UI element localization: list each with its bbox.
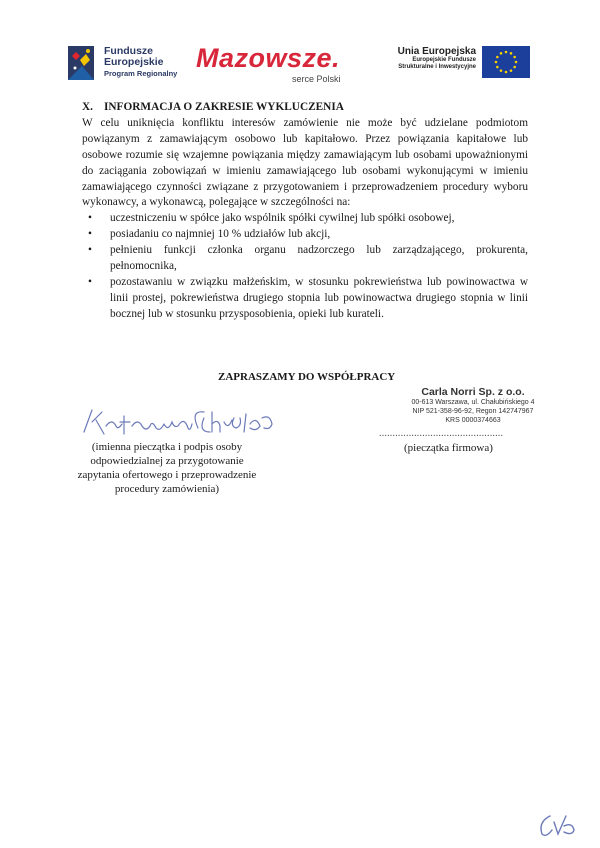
eu-star-icon bbox=[513, 56, 516, 59]
exclusion-list bbox=[82, 211, 528, 322]
list-item bbox=[82, 211, 528, 227]
section-number: X. bbox=[82, 101, 93, 113]
signature-caption: (imienna pieczątka i podpis osoby odpowiedzialnej za przygotowanie zapytania ofertowego i przeprowadzenie procedury zamówienia) bbox=[77, 441, 257, 495]
list-item-text: uczestniczeniu w spółce jako wspólnik spółki cywilnej lub spółki osobowej, bbox=[110, 212, 455, 225]
section-title: INFORMACJA O ZAKRESIE WYKLUCZENIA bbox=[104, 101, 344, 113]
fundusze-europejskie-emblem-icon bbox=[68, 46, 98, 82]
ue-sub2: Strukturalne i Inwestycyjne bbox=[398, 64, 476, 70]
eu-star-icon bbox=[505, 71, 508, 74]
stamp-address: 00-613 Warszawa, ul. Chałubińskiego 4 bbox=[411, 399, 535, 406]
stamp-krs: KRS 0000374663 bbox=[445, 417, 501, 424]
list-item-text: posiadaniu co najmniej 10 % udziałów lub akcji, bbox=[110, 228, 331, 241]
fe-line1: Fundusze bbox=[104, 45, 153, 57]
handwritten-signature bbox=[78, 404, 278, 440]
closing-invitation: ZAPRASZAMY DO WSPÓŁPRACY bbox=[218, 371, 396, 383]
exclusion-section bbox=[82, 100, 528, 323]
section-paragraph: W celu uniknięcia konfliktu interesów zamówienie nie może być udzielane podmiotom powiązanym z zamawiającym osobowo lub kapitałowo. Przez powiązania kapitałowe lub osobowe rozumie się wzajemne powiązania między zamawiającym lub osobami upoważnionymi do zaciągania zobowiązań w imieniu zamawiającego lub osobami wykonującymi w imieniu zamawiającego czynności związane z przygotowaniem i przeprowadzeniem procedury wyboru wykonawcy, a wykonawcą, polegające w szczególności na: bbox=[82, 116, 528, 209]
stamp-nip-regon: NIP 521-358-96-92, Regon 142747967 bbox=[412, 408, 534, 415]
eu-star-icon bbox=[513, 66, 516, 69]
eu-star-icon bbox=[515, 61, 518, 64]
bullet-icon: • bbox=[88, 275, 92, 288]
list-item-text: pełnieniu funkcji członka organu nadzorczego lub zarządzającego, prokurenta, pełnomocnika, bbox=[110, 244, 528, 273]
fundusze-europejskie-logo bbox=[68, 45, 178, 87]
eu-star-icon bbox=[510, 52, 513, 55]
eu-star-icon bbox=[500, 52, 503, 55]
fe-line3: Program Regionalny bbox=[104, 69, 178, 78]
bullet-icon: • bbox=[88, 228, 92, 241]
bullet-icon: • bbox=[88, 244, 92, 257]
list-item bbox=[82, 227, 528, 243]
eu-star-icon bbox=[496, 56, 499, 59]
stamp-caption: (pieczątka firmowa) bbox=[404, 442, 493, 454]
mazowsze-tagline: serce Polski bbox=[292, 74, 341, 84]
company-stamp bbox=[378, 386, 568, 425]
fe-line2: Europejskie bbox=[104, 56, 164, 68]
eu-flag-icon bbox=[482, 46, 530, 78]
header-logos bbox=[0, 40, 600, 90]
mazowsze-wordmark: Mazowsze. bbox=[196, 43, 341, 73]
ue-title: Unia Europejska bbox=[397, 46, 476, 57]
paraph-initials bbox=[538, 812, 578, 840]
bullet-icon: • bbox=[88, 212, 92, 225]
list-item bbox=[82, 275, 528, 323]
eu-star-icon bbox=[500, 69, 503, 72]
unia-europejska-logo bbox=[376, 46, 476, 71]
section-heading bbox=[82, 100, 528, 116]
list-item bbox=[82, 243, 528, 275]
mazowsze-logo bbox=[196, 43, 341, 84]
eu-star-icon bbox=[505, 51, 508, 54]
eu-star-icon bbox=[495, 61, 498, 64]
ue-sub1: Europejskie Fundusze bbox=[412, 57, 476, 63]
stamp-dotted-line: .............................................. bbox=[379, 428, 504, 439]
eu-star-icon bbox=[496, 66, 499, 69]
list-item-text: pozostawaniu w związku małżeńskim, w stosunku pokrewieństwa lub powinowactwa w linii prostej, pokrewieństwa drugiego stopnia lub powinowactwa drugiego stopnia w linii bocznej lub w stosunku przysposobienia, opieki lub kurateli. bbox=[110, 275, 528, 320]
eu-star-icon bbox=[510, 69, 513, 72]
stamp-company-name: Carla Norri Sp. z o.o. bbox=[421, 386, 525, 398]
